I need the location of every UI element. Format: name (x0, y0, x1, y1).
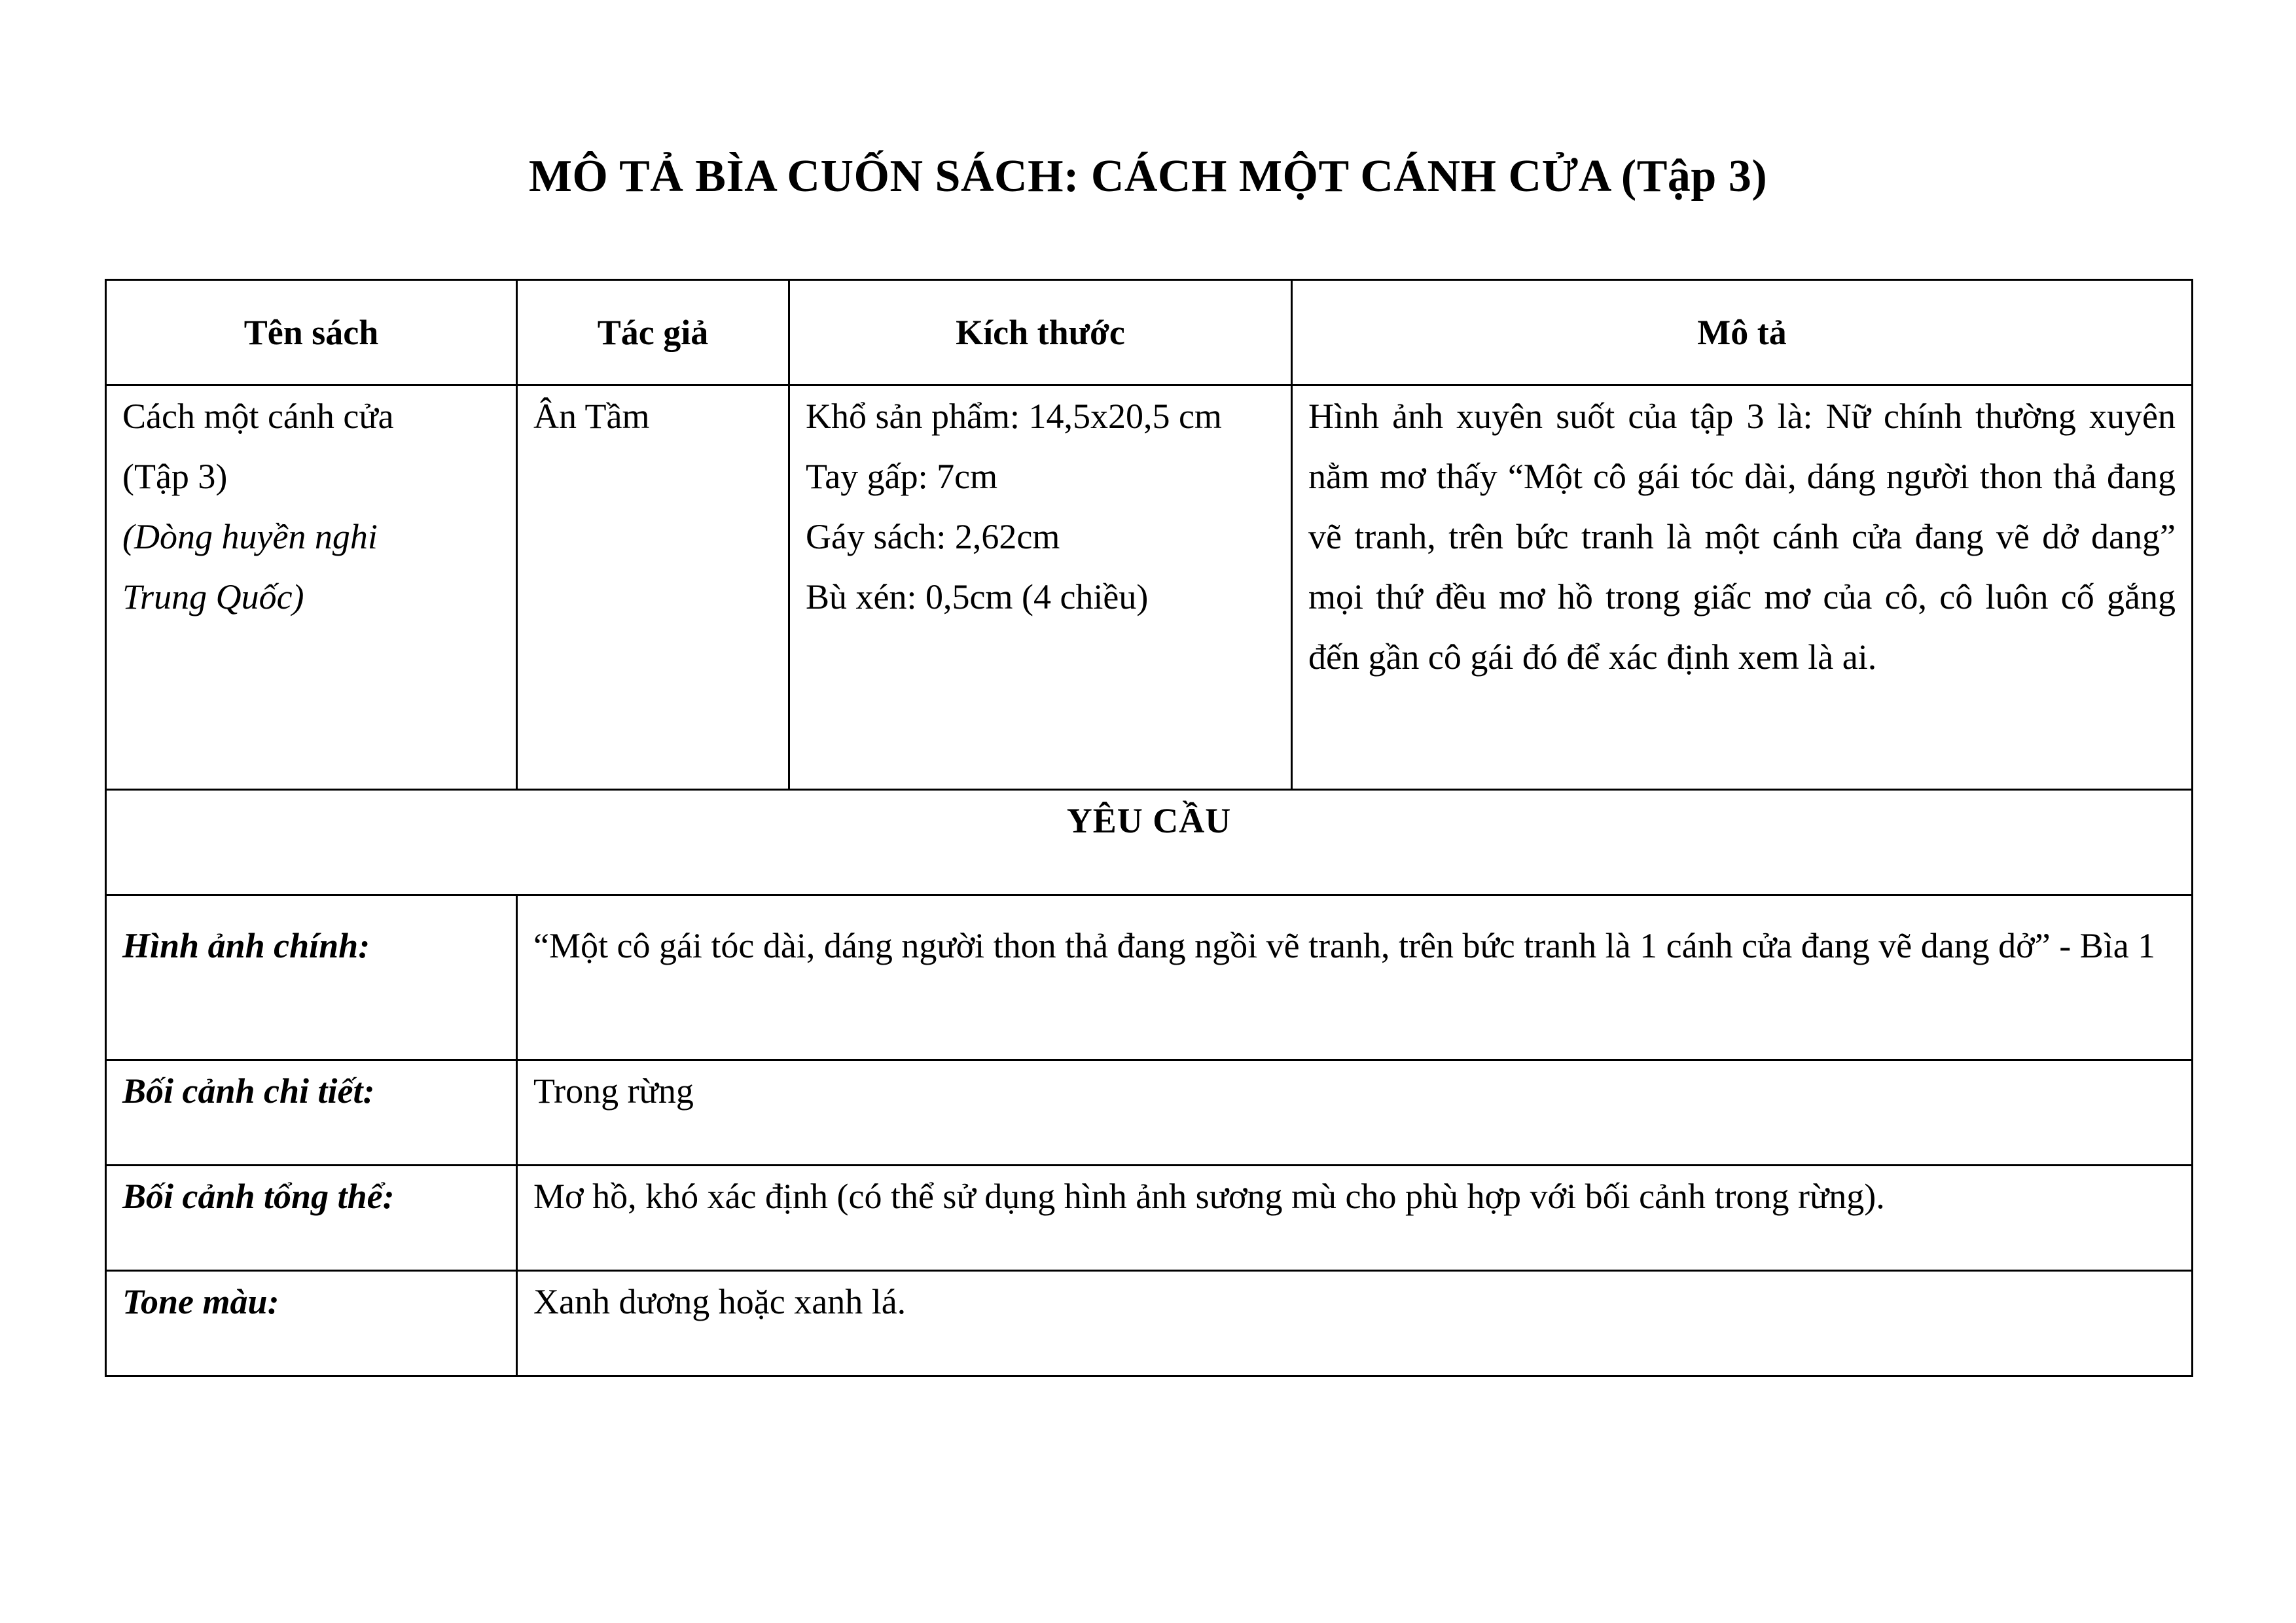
book-cover-brief-table (105, 279, 2193, 1377)
header-row (106, 280, 2193, 385)
header-description: Mô tả (1292, 280, 2193, 385)
header-author: Tác giả (517, 280, 789, 385)
requirement-row (106, 1271, 2193, 1376)
book-genre-line: (Dòng huyền nghi (122, 517, 378, 556)
book-info-row (106, 385, 2193, 790)
book-volume-line: (Tập 3) (122, 457, 228, 496)
author-cell (517, 385, 789, 790)
size-line: Khổ sản phẩm: 14,5x20,5 cm (806, 397, 1222, 436)
size-line: Bù xén: 0,5cm (4 chiều) (806, 577, 1149, 616)
requirement-row (106, 1060, 2193, 1166)
requirements-heading: YÊU CẦU (106, 790, 2193, 895)
requirements-section-row (106, 790, 2193, 895)
requirement-label: Tone màu: (106, 1271, 517, 1376)
page-title: MÔ TẢ BÌA CUỐN SÁCH: CÁCH MỘT CÁNH CỬA (Tập 3) (528, 151, 1768, 202)
size-line: Gáy sách: 2,62cm (806, 517, 1060, 556)
size-cell (789, 385, 1292, 790)
header-size: Kích thước (789, 280, 1292, 385)
requirement-value: Xanh dương hoặc xanh lá. (517, 1271, 2193, 1376)
requirement-row (106, 895, 2193, 1060)
book-name-cell (106, 385, 517, 790)
requirement-value: “Một cô gái tóc dài, dáng người thon thả đang ngồi vẽ tranh, trên bức tranh là 1 cánh cửa đang vẽ dang dở” - Bìa 1 (517, 895, 2193, 1060)
header-book-name: Tên sách (106, 280, 517, 385)
book-name-line: Cách một cánh cửa (122, 397, 394, 436)
requirement-value: Trong rừng (517, 1060, 2193, 1166)
requirement-value: Mơ hồ, khó xác định (có thể sử dụng hình ảnh sương mù cho phù hợp với bối cảnh trong rừng). (517, 1166, 2193, 1271)
author-name: Ân Tầm (533, 397, 650, 436)
requirement-label: Bối cảnh chi tiết: (106, 1060, 517, 1166)
requirement-label: Hình ảnh chính: (106, 895, 517, 1060)
description-cell: Hình ảnh xuyên suốt của tập 3 là: Nữ chính thường xuyên nằm mơ thấy “Một cô gái tóc dài, dáng người thon thả đang vẽ tranh, trên bức tranh là một cánh cửa đang vẽ dở dang” mọi thứ đều mơ hồ trong giấc mơ của cô, cô luôn cố gắng đến gần cô gái đó để xác định xem là ai. (1292, 385, 2193, 790)
requirement-label: Bối cảnh tổng thể: (106, 1166, 517, 1271)
size-line: Tay gấp: 7cm (806, 457, 998, 496)
requirement-row (106, 1166, 2193, 1271)
book-genre-line: Trung Quốc) (122, 577, 304, 616)
